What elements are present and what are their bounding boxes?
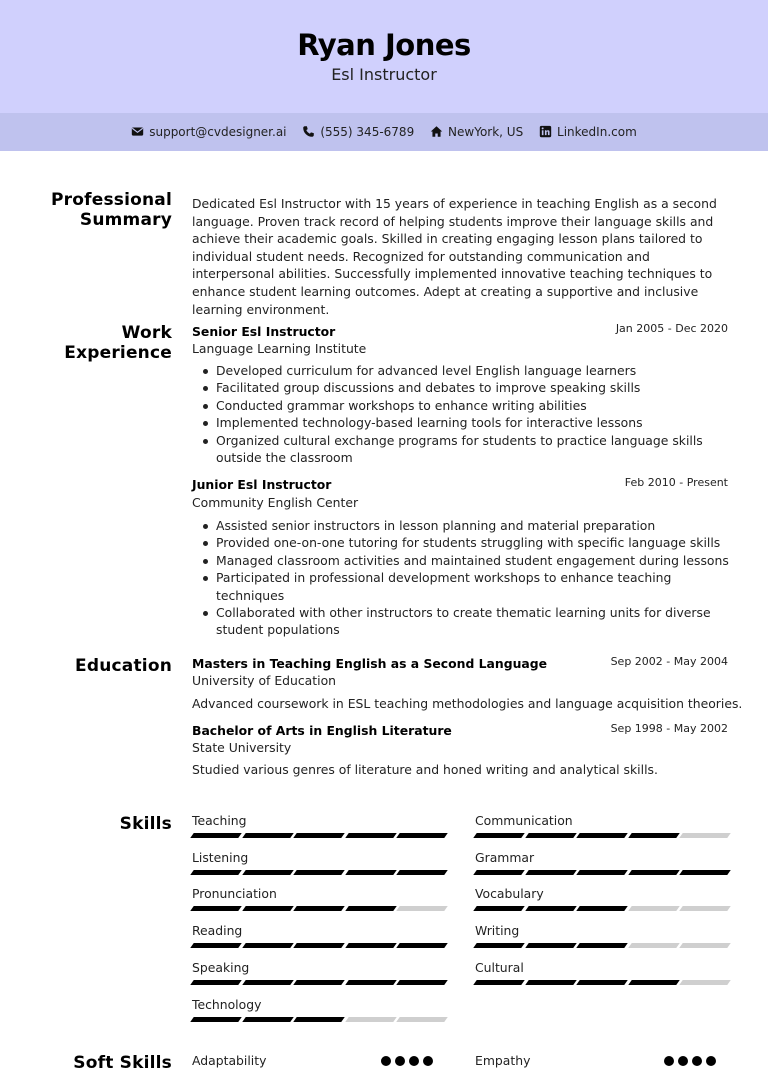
section-title-summary: Professional Summary (51, 190, 172, 230)
skill-level-segment (525, 943, 576, 948)
skill-level-bar (192, 870, 446, 875)
soft-skill-item (475, 1053, 715, 1068)
home-icon (430, 125, 443, 138)
skill-level-segment (680, 980, 731, 985)
skill-item (192, 960, 446, 985)
soft-skill-level-dot (706, 1056, 716, 1066)
job-bullets (200, 517, 732, 639)
soft-skill-name: Empathy (475, 1053, 531, 1068)
job-title: Junior Esl Instructor (192, 477, 332, 492)
contact-row (0, 124, 768, 139)
candidate-name: Ryan Jones (297, 28, 471, 62)
skill-level-segment (576, 980, 627, 985)
job-org: Community English Center (192, 495, 359, 510)
skill-level-segment (473, 980, 524, 985)
job-bullet: Participated in professional development workshops to enhance teaching techniques (200, 569, 732, 604)
skill-item (475, 886, 729, 911)
skill-level-segment (680, 870, 731, 875)
soft-skill-name: Adaptability (192, 1053, 267, 1068)
skill-level-segment (576, 906, 627, 911)
skill-level-bar (475, 870, 729, 875)
section-title-skills: Skills (119, 814, 172, 834)
skill-level-segment (190, 980, 241, 985)
soft-skill-item (192, 1053, 432, 1068)
skill-name: Cultural (475, 959, 524, 975)
skill-level-segment (345, 980, 396, 985)
degree-date: Sep 1998 - May 2002 (610, 722, 728, 735)
contact-location-text: NewYork, US (448, 124, 524, 139)
job-bullet: Collaborated with other instructors to create thematic learning units for diverse student populations (200, 604, 732, 639)
skill-name: Speaking (192, 959, 250, 975)
soft-skill-level-dot (409, 1056, 419, 1066)
soft-skill-level-dots (664, 1056, 716, 1066)
skill-level-segment (190, 870, 241, 875)
skill-level-segment (242, 1017, 293, 1022)
skill-level-segment (628, 943, 679, 948)
contact-location (430, 125, 523, 139)
job-bullet: Managed classroom activities and maintained student engagement during lessons (200, 552, 732, 569)
contact-band (0, 113, 768, 151)
skill-level-segment (397, 943, 448, 948)
skill-level-segment (345, 943, 396, 948)
contact-linkedin[interactable] (539, 125, 637, 139)
degree-description: Advanced coursework in ESL teaching methodologies and language acquisition theories. (192, 696, 743, 711)
skill-item (192, 997, 446, 1022)
skill-level-segment (190, 833, 241, 838)
skill-level-segment (680, 906, 731, 911)
skill-item (475, 813, 729, 838)
skill-item (475, 923, 729, 948)
skill-name: Listening (192, 849, 249, 865)
contact-email-text: support@cvdesigner.ai (149, 124, 287, 139)
skill-level-segment (680, 943, 731, 948)
skill-item (475, 850, 729, 875)
skill-level-segment (525, 906, 576, 911)
skill-level-segment (345, 870, 396, 875)
skill-level-bar (192, 1017, 446, 1022)
skill-name: Reading (192, 923, 243, 939)
linkedin-icon (539, 125, 552, 138)
job-bullets (200, 362, 732, 466)
skill-name: Teaching (192, 813, 247, 828)
degree-title: Masters in Teaching English as a Second Language (192, 656, 548, 671)
skill-level-segment (293, 943, 344, 948)
skill-level-segment (576, 833, 627, 838)
skill-level-segment (473, 906, 524, 911)
skill-level-segment (628, 833, 679, 838)
skill-level-segment (293, 833, 344, 838)
soft-skill-level-dot (423, 1056, 433, 1066)
skill-level-bar (475, 980, 729, 985)
skill-level-segment (576, 943, 627, 948)
skill-level-bar (192, 980, 446, 985)
skill-level-segment (628, 980, 679, 985)
skill-level-segment (680, 833, 731, 838)
skill-level-segment (525, 980, 576, 985)
skill-level-segment (397, 870, 448, 875)
job-title: Senior Esl Instructor (192, 324, 336, 339)
skill-item (475, 960, 729, 985)
job-bullet: Facilitated group discussions and debates to improve speaking skills (200, 379, 732, 396)
school-name: State University (192, 740, 292, 755)
skill-level-segment (345, 1017, 396, 1022)
skill-item (192, 813, 446, 838)
skill-level-segment (397, 906, 448, 911)
job-bullet: Provided one-on-one tutoring for students struggling with specific language skills (200, 534, 732, 551)
skill-level-segment (293, 980, 344, 985)
degree-description: Studied various genres of literature and honed writing and analytical skills. (192, 762, 658, 777)
contact-phone[interactable] (302, 125, 414, 139)
skill-level-segment (397, 833, 448, 838)
soft-skill-level-dot (395, 1056, 405, 1066)
skill-level-segment (242, 943, 293, 948)
section-title-soft-skills: Soft Skills (73, 1053, 172, 1073)
skill-level-bar (192, 833, 446, 838)
skill-name: Technology (192, 996, 262, 1012)
skill-level-segment (242, 980, 293, 985)
skill-level-bar (192, 906, 446, 911)
skill-level-bar (192, 943, 446, 948)
soft-skill-level-dot (692, 1056, 702, 1066)
skill-level-segment (190, 906, 241, 911)
job-date: Feb 2010 - Present (624, 476, 728, 489)
candidate-role: Esl Instructor (331, 65, 437, 84)
skill-level-segment (242, 833, 293, 838)
degree-date: Sep 2002 - May 2004 (610, 655, 728, 668)
skill-level-segment (525, 870, 576, 875)
contact-email[interactable] (131, 125, 286, 139)
job-bullet: Organized cultural exchange programs for students to practice language skills outside the classroom (200, 432, 732, 467)
skill-level-segment (628, 870, 679, 875)
skill-level-segment (293, 906, 344, 911)
skill-name: Vocabulary (475, 886, 544, 902)
phone-icon (302, 125, 315, 138)
skill-level-segment (345, 833, 396, 838)
skill-level-segment (397, 980, 448, 985)
skill-item (192, 886, 446, 911)
job-bullet: Implemented technology-based learning tools for interactive lessons (200, 414, 732, 431)
soft-skill-level-dot (664, 1056, 674, 1066)
skill-level-bar (475, 943, 729, 948)
skill-level-bar (475, 906, 729, 911)
skill-name: Writing (475, 923, 520, 939)
job-date: Jan 2005 - Dec 2020 (615, 322, 728, 335)
skill-item (192, 923, 446, 948)
skill-level-segment (473, 833, 524, 838)
skill-level-segment (190, 1017, 241, 1022)
job-bullet: Developed curriculum for advanced level English language learners (200, 362, 732, 379)
skill-level-segment (473, 943, 524, 948)
skill-name: Pronunciation (192, 886, 277, 902)
skill-level-segment (397, 1017, 448, 1022)
job-org: Language Learning Institute (192, 341, 367, 356)
envelope-icon (131, 125, 144, 138)
soft-skill-level-dots (381, 1056, 433, 1066)
contact-linkedin-text: LinkedIn.com (557, 124, 637, 139)
skill-name: Grammar (475, 849, 535, 865)
section-title-work: Work Experience (64, 323, 172, 363)
skill-name: Communication (475, 813, 573, 828)
skill-level-segment (242, 870, 293, 875)
skill-level-segment (242, 906, 293, 911)
skill-level-segment (628, 906, 679, 911)
soft-skill-level-dot (678, 1056, 688, 1066)
skill-level-segment (293, 1017, 344, 1022)
skill-level-segment (473, 870, 524, 875)
summary-text: Dedicated Esl Instructor with 15 years of experience in teaching English as a second language. Proven track record of helping students improve their language skills and achieve their academic goals. Skilled in creating engaging lesson plans tailored to individual student needs. Recognized for outstanding communication and interpersonal abilities. Successfully implemented innovative teaching techniques to enhance student learning outcomes. Adept at creating a supportive and inclusive learning environment. (192, 196, 717, 317)
section-title-education: Education (75, 656, 172, 676)
skill-level-segment (293, 870, 344, 875)
skill-level-segment (345, 906, 396, 911)
soft-skill-level-dot (381, 1056, 391, 1066)
school-name: University of Education (192, 673, 337, 688)
skill-level-segment (525, 833, 576, 838)
degree-title: Bachelor of Arts in English Literature (192, 723, 452, 738)
skill-level-segment (190, 943, 241, 948)
contact-phone-text: (555) 345-6789 (320, 124, 415, 139)
header-band (0, 0, 768, 113)
job-bullet: Conducted grammar workshops to enhance writing abilities (200, 397, 732, 414)
skill-item (192, 850, 446, 875)
skill-level-segment (576, 870, 627, 875)
skill-level-bar (475, 833, 729, 838)
job-bullet: Assisted senior instructors in lesson planning and material preparation (200, 517, 732, 534)
